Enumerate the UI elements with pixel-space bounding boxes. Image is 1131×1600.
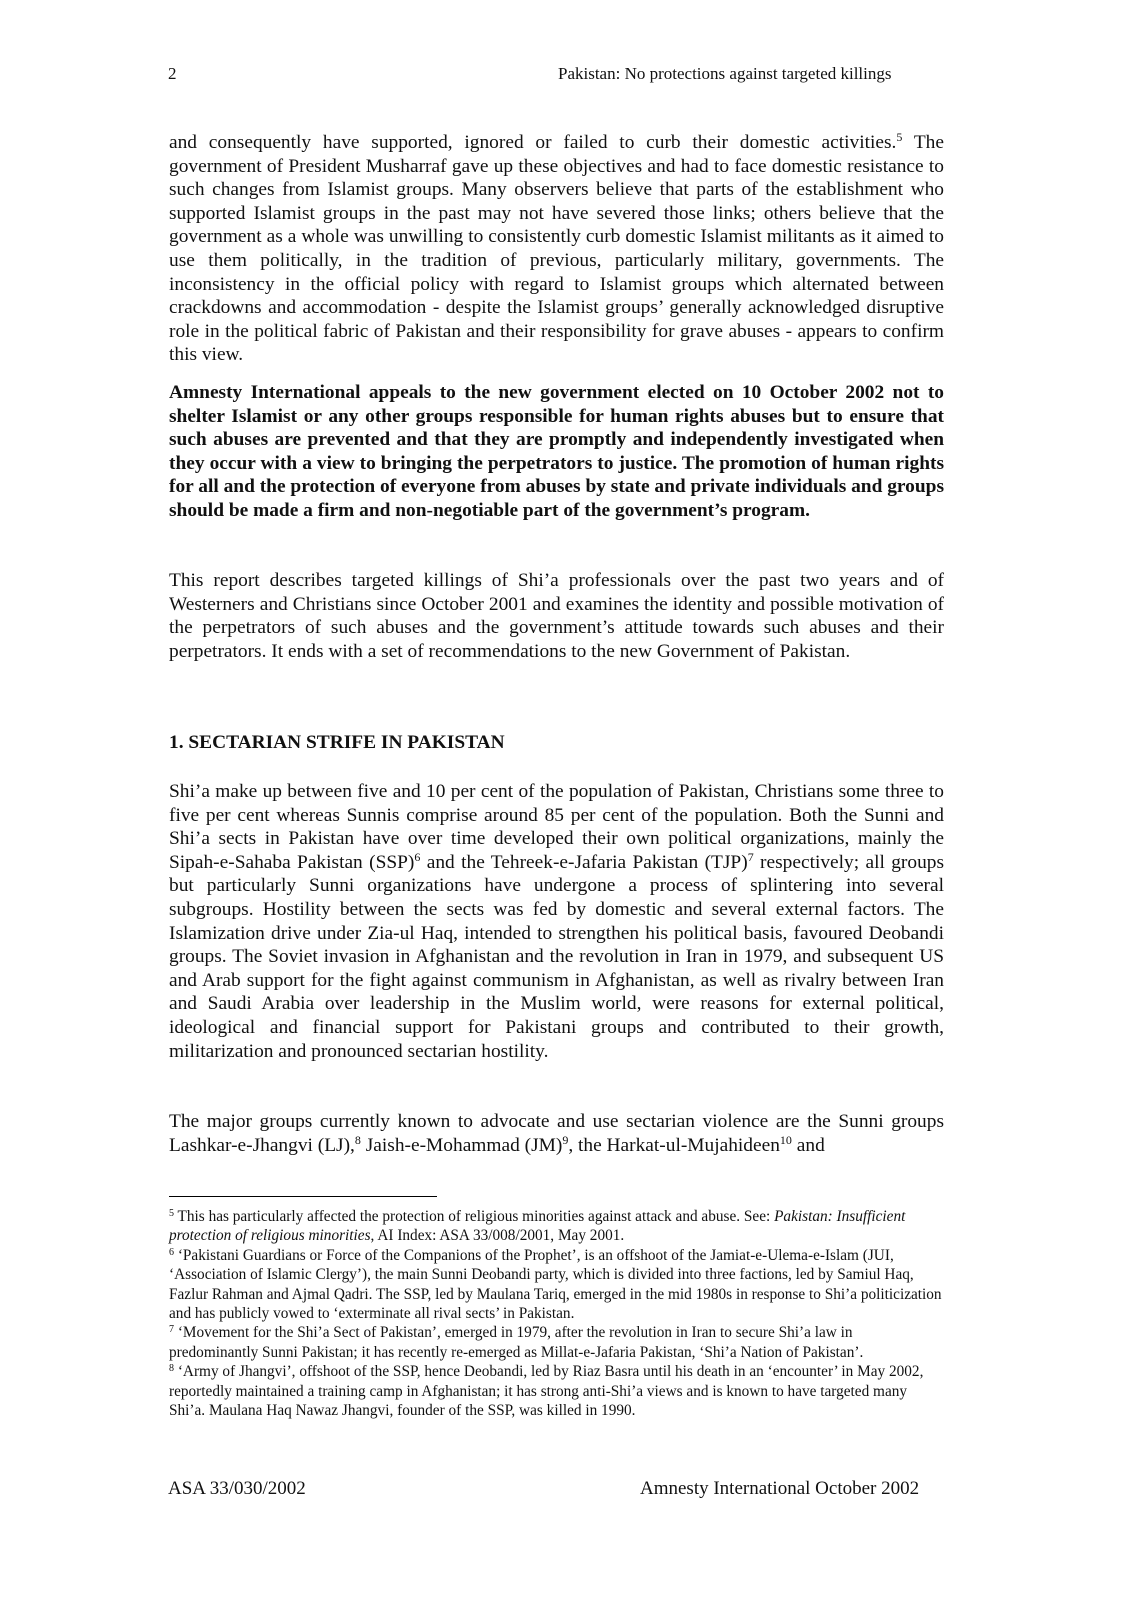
footer-document-id: ASA 33/030/2002 — [168, 1478, 306, 1499]
footnote-ref-9[interactable]: 9 — [562, 1132, 569, 1147]
report-scope-text: This report describes targeted killings of Shi’a professionals over the past two years and of Westerners and Christians since October 2001 and examines the identity and possible motivation of the perpetrators of such abuses and the government’s attitude towards such abuses and their perpetrators. It ends with a set of recommendations to the new Government of Pakistan. — [169, 570, 944, 662]
appeal-text: Amnesty International appeals to the new government elected on 10 October 2002 not to shelter Islamist or any other groups responsible for human rights abuses but to ensure that such abuses are prevented and that they are promptly and independently investigated when they occur with a view to bringing the perpetrators to justice. The promotion of human rights for all and the protection of everyone from abuses by state and private individuals and groups should be made a firm and non-negotiable part of the government’s program. — [169, 382, 944, 521]
paragraph-text: and the Tehreek-e-Jafaria Pakistan (TJP) — [420, 851, 748, 873]
paragraph-text: and consequently have supported, ignored or failed to curb their domestic activities. — [169, 132, 897, 153]
footnote-ref-6[interactable]: 6 — [414, 849, 421, 864]
footnote-ref-10[interactable]: 10 — [779, 1132, 792, 1147]
paragraph-text: respectively; all groups but particularly Sunni organizations have undergone a process of splintering into several subgroups. Hostility between the sects was fed by domestic and several external factors. The Islamization drive under Zia-ul Haq, intended to strengthen his political basis, favoured Deobandi groups. The Soviet invasion in Afghanistan and the revolution in Iran in 1979, and subsequent US and Arab support for the fight against communism in Afghanistan, as well as rivalry between Iran and Saudi Arabia over leadership in the Muslim world, were reasons for external political, ideological and financial support for Pakistani groups and contributed to their growth, militarization and pronounced sectarian hostility. — [169, 851, 945, 1062]
paragraph-report-scope — [169, 569, 944, 663]
footnote-5: $^5$ This has particularly affected the protection of religious minorities against attack and abuse. See: Pakistan: Insufficient protection of religious minorities, AI Index: ASA 33/008/2001, May 2001. — [169, 1208, 906, 1245]
paragraph-sectarian-background — [169, 780, 944, 1063]
footnotes — [169, 1207, 944, 1420]
footnote-ref-8[interactable]: 8 — [354, 1132, 361, 1147]
footnote-8: $^8$ ‘Army of Jhangvi’, offshoot of the SSP, hence Deobandi, led by Riaz Basra until his death in an ‘encounter’ in May 2002, reportedly maintained a training camp in Afghanistan; it has strong anti-Shi’a views and is known to have targeted many Shi’a. Maulana Haq Nawaz Jhangvi, founder of the SSP, was killed in 1990. — [169, 1363, 924, 1420]
section-heading: 1. SECTARIAN STRIFE IN PAKISTAN — [169, 732, 505, 753]
paragraph-appeal — [169, 381, 944, 523]
paragraph-text: , the Harkat-ul-Mujahideen — [568, 1134, 780, 1156]
footnote-ref-7[interactable]: 7 — [747, 849, 754, 864]
footnote-divider — [169, 1196, 437, 1197]
paragraph-text: The government of President Musharraf gave up these objectives and had to face domestic resistance to such changes from Islamist groups. Many observers believe that parts of the establishment who supported Islamist groups in the past may not have severed those links; others believe that the government as a whole was unwilling to consistently curb domestic Islamist militants as it aimed to use them politically, in the tradition of previous, particularly military, governments. The inconsistency in the official policy with regard to Islamist groups which alternated between crackdowns and accommodation - despite the Islamist groups’ generally acknowledged disruptive role in the political fabric of Pakistan and their responsibility for grave abuses - appears to confirm this view. — [169, 132, 944, 366]
footnote-7: $^7$ ‘Movement for the Shi’a Sect of Pakistan’, emerged in 1979, after the revolution in Iran to secure Shi’a law in predominantly Sunni Pakistan; it has recently re-emerged as Millat-e-Jafaria Pakistan, ‘Shi’a Nation of Pakistan’. — [169, 1324, 864, 1361]
footnote-6: $^6$ ‘Pakistani Guardians or Force of the Companions of the Prophet’, is an offshoot of the Jamiat-e-Ulema-e-Islam (JUI, ‘Association of Islamic Clergy’), the main Sunni Deobandi party, which is divided into three factions, led by Samiul Haq, Fazlur Rahman and Ajmal Qadri. The SSP, led by Maulana Tariq, emerged in the mid 1980s in response to Shi’a politicization and has publicly vowed to ‘exterminate all rival sects’ in Pakistan. — [169, 1246, 942, 1323]
paragraph-text: and — [791, 1134, 825, 1156]
footer-publisher-date: Amnesty International October 2002 — [640, 1478, 920, 1499]
running-header-title: Pakistan: No protections against targeted killings — [558, 64, 892, 83]
paragraph-text: The major groups currently known to advocate and use sectarian violence are the Sunni groups Lashkar-e-Jhangvi (LJ), — [169, 1111, 944, 1156]
paragraph-text: Jaish-e-Mohammad (JM) — [360, 1134, 563, 1156]
paragraph-major-groups — [169, 1110, 944, 1157]
footnote-5-cited-title: Pakistan: Insufficient protection of religious minorities — [169, 1208, 906, 1245]
paragraph-intro-continued — [169, 131, 944, 367]
page-number: 2 — [168, 64, 177, 83]
footnote-ref-5[interactable]: 5 — [896, 130, 903, 144]
paragraph-text: Shi’a make up between five and 10 per cent of the population of Pakistan, Christians some three to five per cent whereas Sunnis comprise around 85 per cent of the population. Both the Sunni and Shi’a sects in Pakistan have over time developed their own political organizations, mainly the Sipah-e-Sahaba Pakistan (SSP) — [169, 781, 944, 873]
